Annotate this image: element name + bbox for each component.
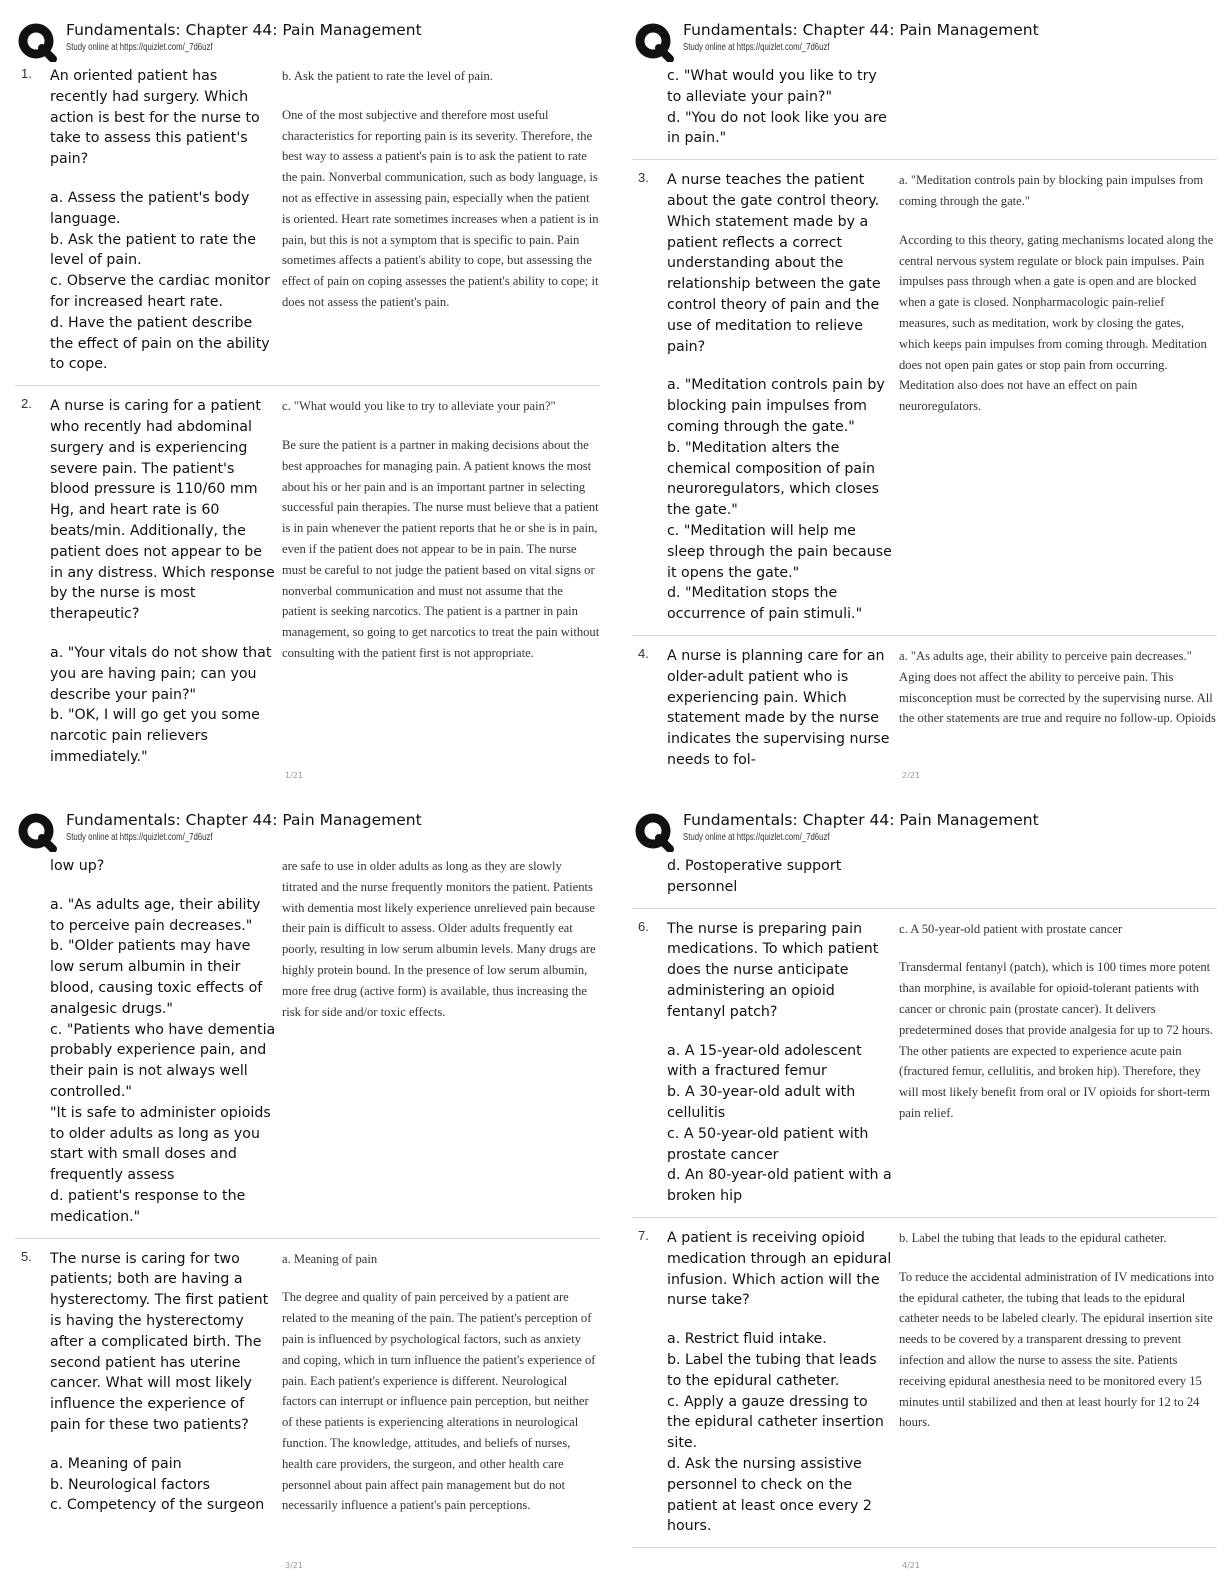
option-a: a. "Your vitals do not show that you are having pain; can you describe your pain?" bbox=[50, 644, 272, 703]
page-number: 4/21 bbox=[902, 1561, 920, 1570]
option-b: b. A 30-year-old adult with cellulitis bbox=[667, 1084, 856, 1121]
card-list bbox=[632, 66, 1217, 788]
rationale-text: Aging does not affect the ability to perceive pain. This misconception must be corrected by the supervising nurse. All the other statements are true and require no follow-up. Opioids bbox=[899, 669, 1216, 726]
study-online-link[interactable]: Study online at https://quizlet.com/_7d6uzf bbox=[66, 42, 213, 53]
page-1 bbox=[15, 18, 600, 788]
question-stem: A nurse is planning care for an older-adult patient who is experiencing pain. Which statement made by the nurse indicates the supervising nurse needs to fol- bbox=[667, 647, 890, 768]
question-card-4-continued bbox=[15, 856, 600, 1239]
option-a: a. "Meditation controls pain by blocking pain impulses from coming through the gate." bbox=[667, 377, 885, 435]
option-d: d. "You do not look like you are in pain." bbox=[667, 109, 887, 147]
option-b: b. "Older patients may have low serum albumin in their blood, causing toxic effects of analgesic drugs." bbox=[50, 938, 263, 1017]
question-card-7 bbox=[632, 1228, 1217, 1548]
rationale-text: One of the most subjective and therefore most useful characteristics for reporting pain is its severity. Therefore, the best way to assess a patient's pain is to ask the patient to rate the pain. Nonverbal communication, such as body language, is not as effective in assessing pain, especially when the patient is oriented. Heart rate sometimes increases when a patient is in pain, but this is not a symptom that is specific to pain. Pain sometimes affects a patient's ability to cope, but assessing the effect of pain on coping assesses the patient's ability to cope; it does not assess the patient's pain. bbox=[282, 107, 599, 309]
question-card-2-continued bbox=[632, 66, 1217, 160]
question-number: 5. bbox=[21, 1248, 32, 1264]
option-b: b. "OK, I will go get you some narcotic pain relievers immediately." bbox=[50, 707, 260, 765]
question-card-5 bbox=[15, 1249, 600, 1527]
page-title: Fundamentals: Chapter 44: Pain Management bbox=[66, 811, 422, 829]
rationale-text: Transdermal fentanyl (patch), which is 100 times more potent than morphine, is available for opioid-tolerant patients with cancer or chronic pain (prostate cancer). It delivers predetermined doses that provide analgesia for up to 72 hours. The other patients are expected to experience acute pain (fractured femur, cellulitis, and broken hip). Therefore, they will most likely benefit from oral or IV opioids for short-term pain relief. bbox=[899, 960, 1214, 1120]
question-card-2 bbox=[15, 396, 600, 778]
question-term bbox=[50, 66, 278, 375]
card-list bbox=[15, 856, 600, 1536]
question-card-3 bbox=[632, 170, 1217, 636]
page-number: 3/21 bbox=[285, 1561, 303, 1570]
option-a: a. "As adults age, their ability to perceive pain decreases." bbox=[50, 896, 261, 934]
option-a: a. Assess the patient's body language. bbox=[50, 189, 250, 227]
answer-text: c. A 50-year-old patient with prostate cancer bbox=[899, 921, 1123, 936]
question-card-4 bbox=[632, 646, 1217, 781]
answer-definition bbox=[899, 1228, 1217, 1433]
question-term bbox=[50, 1249, 278, 1517]
page-title: Fundamentals: Chapter 44: Pain Management bbox=[66, 21, 422, 39]
question-stem: A nurse is caring for a patient who recently had abdominal surgery and is experiencing severe pain. The patient's blood pressure is 110/60 mm Hg, and heart rate is 60 beats/min. Additionally, the patient does not appear to be in any distress. Which response by the nurse is most therapeutic? bbox=[50, 398, 275, 623]
study-online-link[interactable]: Study online at https://quizlet.com/_7d6uzf bbox=[683, 42, 830, 53]
question-term bbox=[667, 170, 895, 625]
question-number: 3. bbox=[638, 170, 649, 186]
option-d: d. Ask the nursing assistive personnel to check on the patient at least once every 2 hours. bbox=[667, 1455, 872, 1535]
rationale-text: Be sure the patient is a partner in making decisions about the best approaches for managing pain. A patient knows the most about his or her pain and is an important partner in selecting successful pain therapies. The nurse must believe that a patient is in pain whenever the patient reports that he or she is in pain, even if the patient does not appear to be in pain. The nurse must be careful to not judge the patient based on vital signs or nonverbal communication and must not assume that the patient is seeking narcotics. The patient is a partner in pain management, so going to get narcotics to treat the pain without consulting with the patient first is not appropriate. bbox=[282, 437, 600, 660]
page-header bbox=[632, 18, 1217, 56]
option-c: c. "Meditation will help me sleep through the pain because it opens the gate." bbox=[667, 522, 892, 581]
question-term bbox=[50, 856, 278, 1228]
option-b: b. Label the tubing that leads to the epidural catheter. bbox=[667, 1351, 877, 1389]
option-a: a. A 15-year-old adolescent with a fractured femur bbox=[667, 1042, 862, 1080]
answer-definition bbox=[282, 66, 600, 313]
answer-definition bbox=[282, 1249, 600, 1517]
answer-text: a. "Meditation controls pain by blocking pain impulses from coming through the gate." bbox=[899, 173, 1204, 208]
page-4 bbox=[632, 808, 1217, 1578]
page-header bbox=[632, 808, 1217, 846]
quizlet-logo-icon bbox=[634, 22, 674, 62]
rationale-text: To reduce the accidental administration of IV medications into the epidural catheter, the tubing that leads to the epidural catheter needs to be labeled clearly. The epidural insertion site needs to be covered by a transparent dressing to prevent infection and allow the nurse to assess the site. Patients receiving epidural anesthesia need to be monitored every 15 minutes until stabilized and then at least hourly for 12 to 24 hours. bbox=[899, 1269, 1215, 1430]
quizlet-logo-icon bbox=[17, 22, 57, 62]
option-c: c. "What would you like to try to alleviate your pain?" bbox=[667, 68, 877, 105]
answer-text: a. "As adults age, their ability to perceive pain decreases." bbox=[899, 648, 1192, 663]
question-stem: An oriented patient has recently had surgery. Which action is best for the nurse to take to assess this patient's pain? bbox=[50, 68, 260, 168]
page-header bbox=[15, 808, 600, 846]
answer-text: a. Meaning of pain bbox=[282, 1251, 378, 1266]
quizlet-logo-icon bbox=[17, 812, 57, 852]
option-c: c. Apply a gauze dressing to the epidural catheter insertion site. bbox=[667, 1393, 884, 1452]
question-number: 1. bbox=[21, 66, 32, 81]
page-header bbox=[15, 18, 600, 56]
option-d: d. "Meditation stops the occurrence of pain stimuli." bbox=[667, 585, 863, 623]
option-c: c. A 50-year-old patient with prostate cancer bbox=[667, 1125, 869, 1163]
quizlet-logo-icon bbox=[634, 812, 674, 852]
question-term bbox=[667, 646, 895, 771]
question-stem: A patient is receiving opioid medication through an epidural infusion. Which action will the nurse take? bbox=[667, 1229, 892, 1309]
page-title: Fundamentals: Chapter 44: Pain Management bbox=[683, 21, 1039, 39]
question-card-6 bbox=[632, 919, 1217, 1218]
answer-text: b. Label the tubing that leads to the epidural catheter. bbox=[899, 1230, 1167, 1245]
answer-definition bbox=[899, 170, 1217, 417]
question-stem-end: low up? bbox=[50, 858, 105, 874]
question-term bbox=[667, 66, 895, 149]
card-list bbox=[15, 66, 600, 788]
question-stem: A nurse teaches the patient about the gate control theory. Which statement made by a patient reflects a correct understanding about the relationship between the gate control theory of pain and the use of meditation to relieve pain? bbox=[667, 172, 881, 355]
page-title: Fundamentals: Chapter 44: Pain Management bbox=[683, 811, 1039, 829]
option-a: a. Restrict fluid intake. bbox=[667, 1331, 827, 1348]
option-c: c. Competency of the surgeon bbox=[50, 1497, 265, 1514]
answer-text: b. Ask the patient to rate the level of pain. bbox=[282, 69, 493, 83]
option-c: c. "Patients who have dementia probably experience pain, and their pain is not always well controlled." bbox=[50, 1021, 276, 1100]
question-term bbox=[667, 1228, 895, 1537]
option-b: b. Ask the patient to rate the level of pain. bbox=[50, 231, 257, 269]
answer-definition bbox=[899, 646, 1217, 729]
option-d: d. Postoperative support personnel bbox=[667, 858, 842, 895]
option-d-part-2: d. patient's response to the medication." bbox=[50, 1187, 246, 1225]
answer-definition bbox=[899, 919, 1217, 1124]
page-number: 2/21 bbox=[902, 771, 920, 780]
rationale-text: The degree and quality of pain perceived by a patient are related to the meaning of the pain. The patient's perception of pain is influenced by psychological factors, such as anxiety and coping, which in turn influence the patient's experience of pain. Each patient's experience is different. Neurological factors can interrupt or influence pain perception, but neither of these patients is experiencing alterations in neurological function. The knowledge, attitudes, and beliefs of nurses, health care providers, the surgeon, and other health care personnel about pain affect pain management but do not necessarily influence a patient's pain perceptions. bbox=[282, 1290, 596, 1513]
option-a: a. Meaning of pain bbox=[50, 1455, 182, 1472]
card-list bbox=[632, 856, 1217, 1558]
option-d: d. Have the patient describe the effect of pain on the ability to cope. bbox=[50, 314, 270, 373]
question-card-1 bbox=[15, 66, 600, 386]
answer-definition bbox=[282, 856, 600, 1022]
question-term bbox=[667, 919, 895, 1207]
answer-definition bbox=[282, 396, 600, 664]
question-stem: The nurse is caring for two patients; both are having a hysterectomy. The first patient is having the hysterectomy after a complicated birth. The second patient has uterine cancer. What will most likely influence the experience of pain for these two patients? bbox=[50, 1250, 269, 1433]
option-d-part-1: "It is safe to administer opioids to older adults as long as you start with small doses and frequently assess bbox=[50, 1104, 271, 1184]
option-b: b. Neurological factors bbox=[50, 1476, 211, 1493]
page-2 bbox=[632, 18, 1217, 788]
question-number: 7. bbox=[638, 1227, 649, 1243]
study-online-link[interactable]: Study online at https://quizlet.com/_7d6uzf bbox=[683, 832, 830, 843]
question-number: 4. bbox=[638, 645, 649, 661]
answer-text: c. "What would you like to try to alleviate your pain?" bbox=[282, 399, 556, 414]
question-term bbox=[667, 856, 895, 898]
option-c: c. Observe the cardiac monitor for increased heart rate. bbox=[50, 273, 270, 310]
option-b: b. "Meditation alters the chemical composition of pain neuroregulators, which closes the gate." bbox=[667, 439, 880, 519]
question-stem: The nurse is preparing pain medications. To which patient does the nurse anticipate administering an opioid fentanyl patch? bbox=[667, 920, 879, 1020]
question-term bbox=[50, 396, 278, 768]
page-number: 1/21 bbox=[285, 771, 303, 780]
question-card-5-continued bbox=[632, 856, 1217, 909]
study-online-link[interactable]: Study online at https://quizlet.com/_7d6uzf bbox=[66, 832, 213, 843]
page-3 bbox=[15, 808, 600, 1578]
option-d: d. An 80-year-old patient with a broken hip bbox=[667, 1167, 892, 1205]
question-number: 6. bbox=[638, 918, 649, 934]
rationale-text: According to this theory, gating mechanisms located along the central nervous system regulate or block pain impulses. Pain impulses pass through when a gate is open and are blocked when a gate is closed. Nonpharmacologic pain-relief measures, such as meditation, work by closing the gates, which keeps pain impulses from coming through. Meditation does not open pain gates or stop pain from occurring. Meditation also does not have an effect on pain neuroregulators. bbox=[899, 232, 1214, 414]
question-number: 2. bbox=[21, 396, 32, 412]
rationale-text: are safe to use in older adults as long as they are slowly titrated and the nurse frequently monitors the patient. Patients with dementia most likely experience unrelieved pain because their pain is difficult to assess. Older adults frequently eat poorly, resulting in low serum albumin levels. Many drugs are highly protein bound. In the presence of low serum albumin, more free drug (active form) is available, thus increasing the risk for side and/or toxic effects. bbox=[282, 859, 596, 1019]
